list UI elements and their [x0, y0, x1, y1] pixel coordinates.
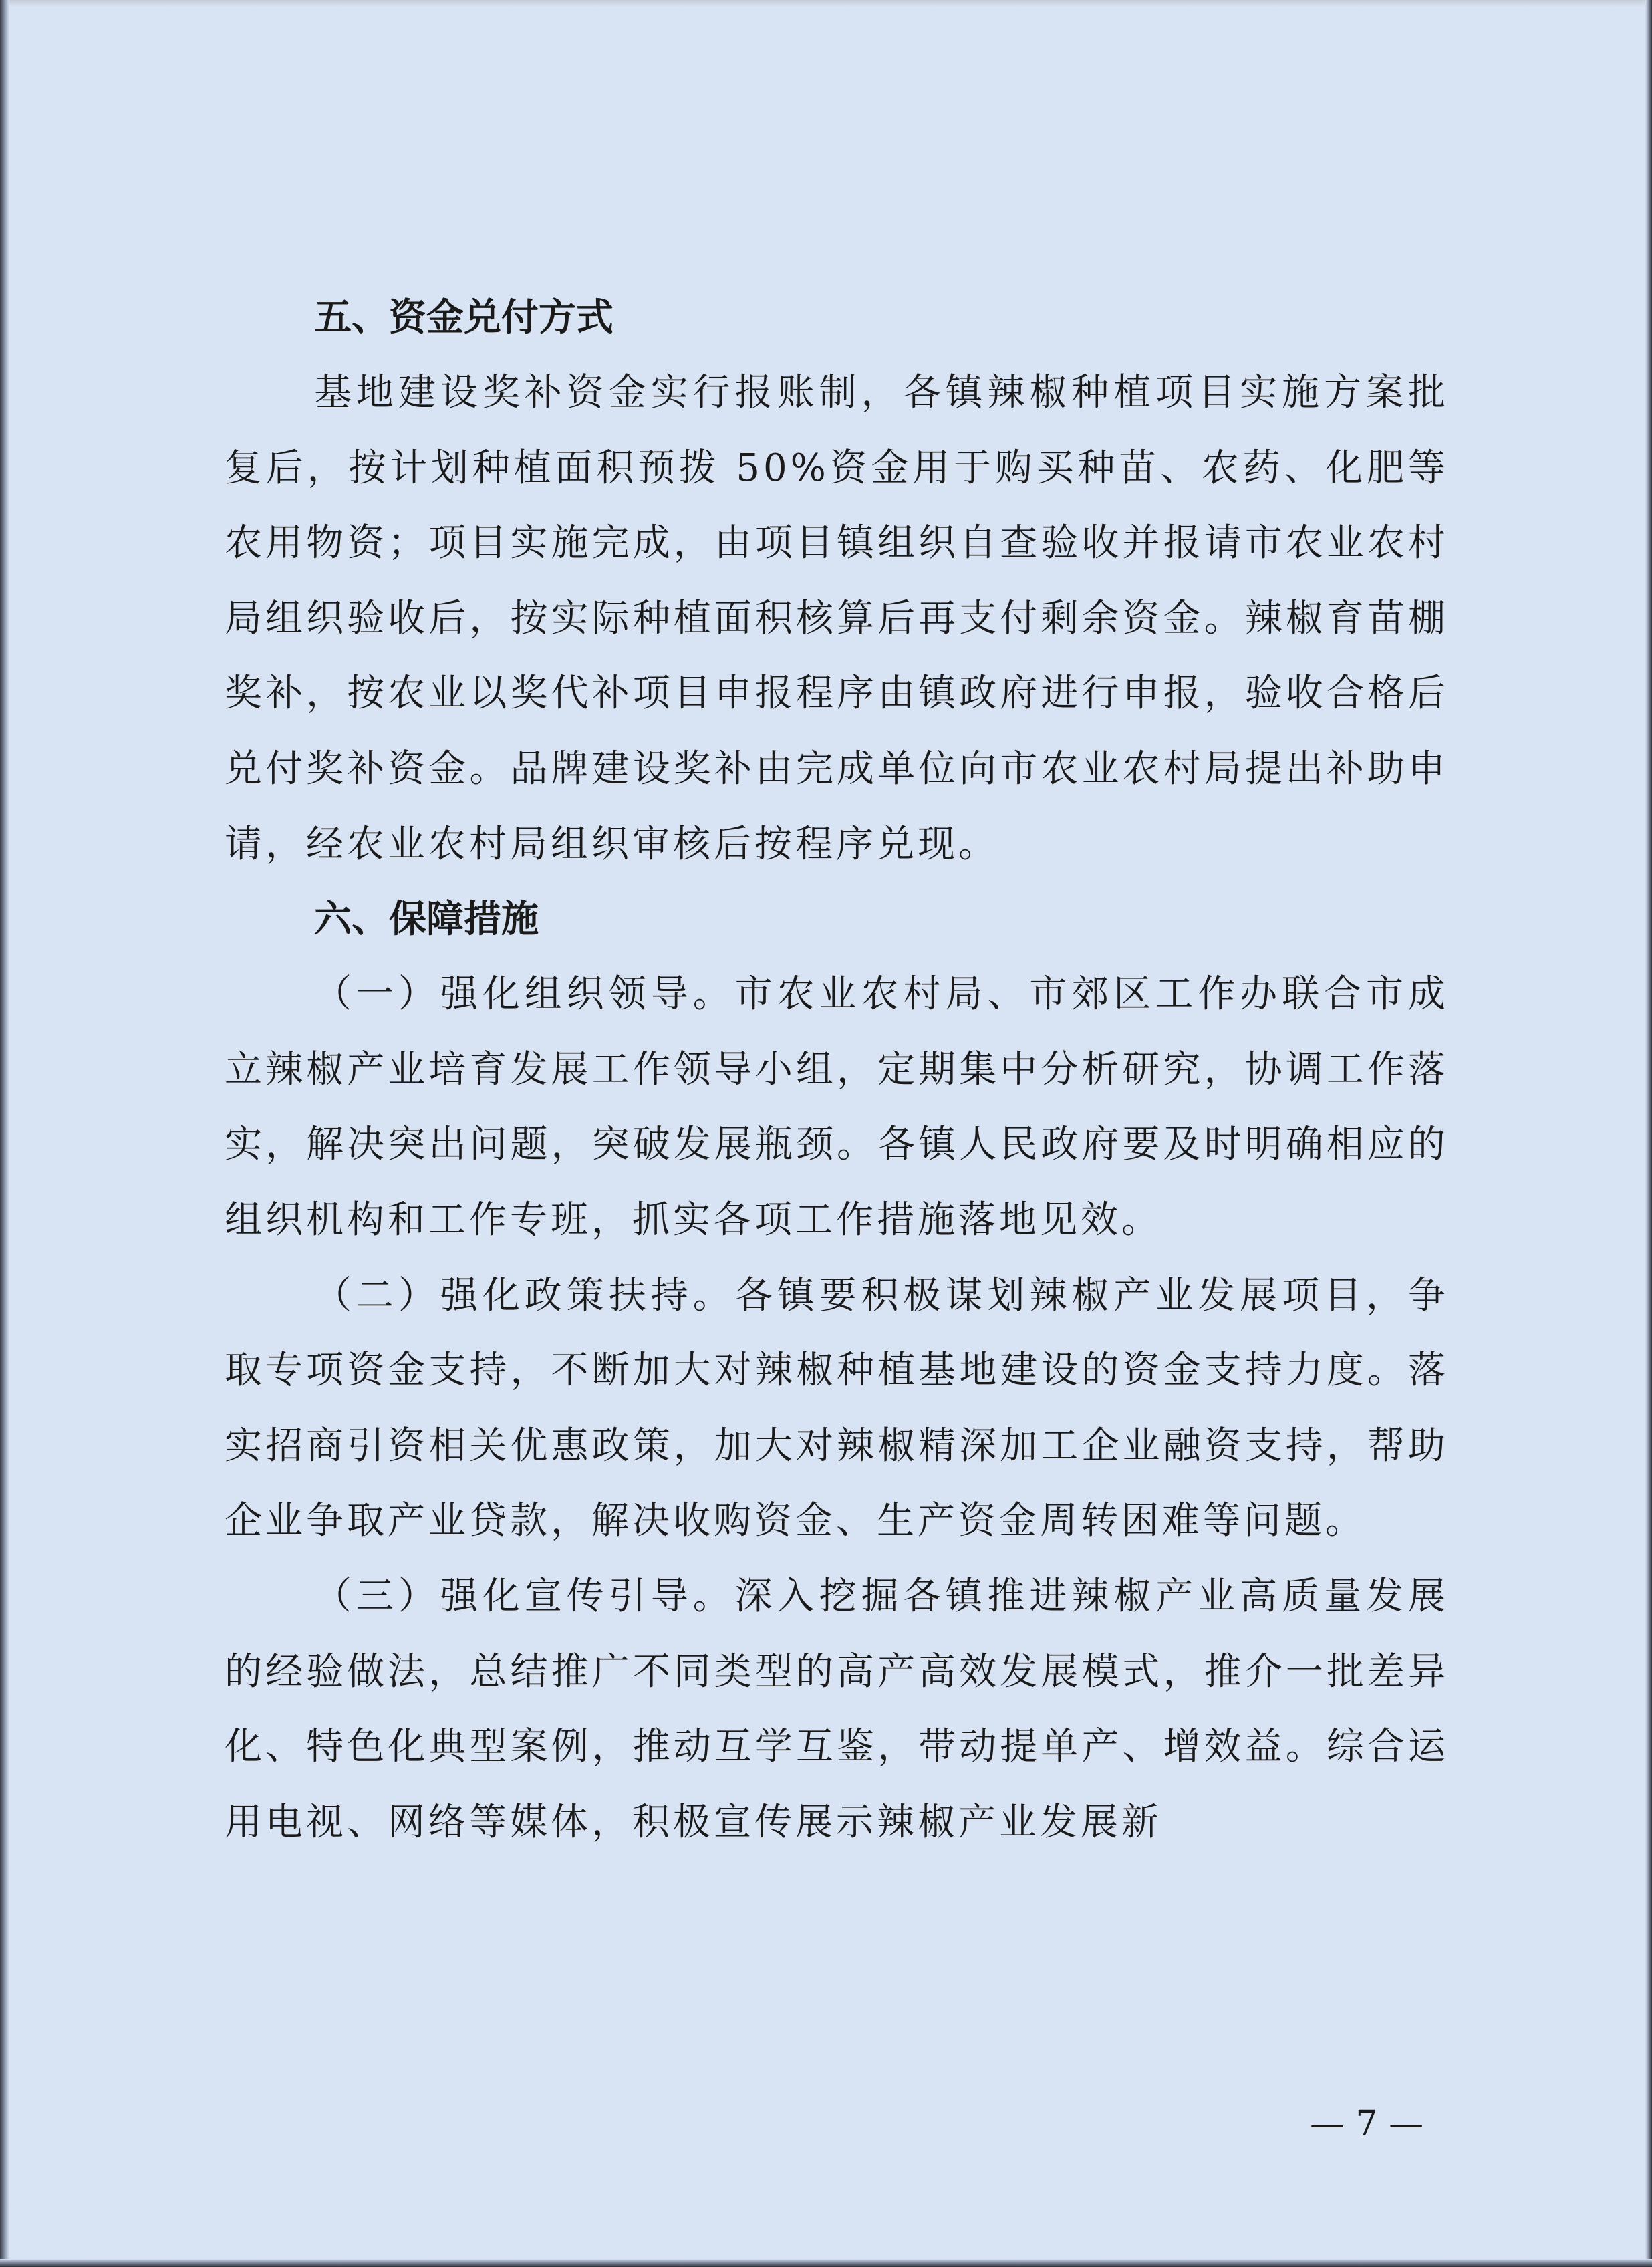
measure-2-body: 各镇要积极谋划辣椒产业发展项目，争取专项资金支持，不断加大对辣椒种植基地建设的资金支持力度。落实招商引资相关优惠政策，加大对辣椒精深加工企业融资支持，帮助企业争取产业贷款，解决收购资金、生产资金周转困难等问题。: [225, 1273, 1450, 1543]
measure-2-paragraph: [225, 1258, 1449, 1559]
measure-1-body: 市农业农村局、市郊区工作办联合市成立辣椒产业培育发展工作领导小组，定期集中分析研究，协调工作落实，解决突出问题，突破发展瓶颈。各镇人民政府要及时明确相应的组织机构和工作专班，抓实各项工作措施落地见效。: [225, 972, 1450, 1242]
scan-edge-right: [1645, 0, 1652, 2267]
measure-3-title: （三）强化宣传引导。: [314, 1574, 735, 1618]
measure-3-paragraph: [225, 1559, 1449, 1860]
scan-edge-bottom: [0, 2259, 1652, 2267]
section-6-heading: 六、保障措施: [314, 898, 539, 942]
document-body: [225, 281, 1449, 1860]
measure-2-title: （二）强化政策扶持。: [314, 1273, 735, 1317]
section-5-paragraph: 基地建设奖补资金实行报账制，各镇辣椒种植项目实施方案批复后，按计划种植面积预拨 50%资金用于购买种苗、农药、化肥等农用物资；项目实施完成，由项目镇组织自查验收并报请市农业农村局组织验收后，按实际种植面积核算后再支付剩余资金。辣椒育苗棚奖补，按农业以奖代补项目申报程序由镇政府进行申报，验收合格后兑付奖补资金。品牌建设奖补由完成单位向市农业农村局提出补助申请，经农业农村局组织审核后按程序兑现。: [225, 371, 1449, 866]
section-5-heading: 五、资金兑付方式: [314, 296, 613, 340]
measure-3-body: 深入挖掘各镇推进辣椒产业高质量发展的经验做法，总结推广不同类型的高产高效发展模式，推介一批差异化、特色化典型案例，推动互学互鉴，带动提单产、增效益。综合运用电视、网络等媒体，积极宣传展示辣椒产业发展新: [225, 1574, 1450, 1844]
page-number: — 7 —: [1310, 2104, 1424, 2144]
measure-1-title: （一）强化组织领导。: [314, 972, 735, 1017]
measure-1-paragraph: [225, 957, 1449, 1258]
scan-edge-left: [0, 0, 9, 2267]
scan-edge-top: [0, 0, 1652, 7]
